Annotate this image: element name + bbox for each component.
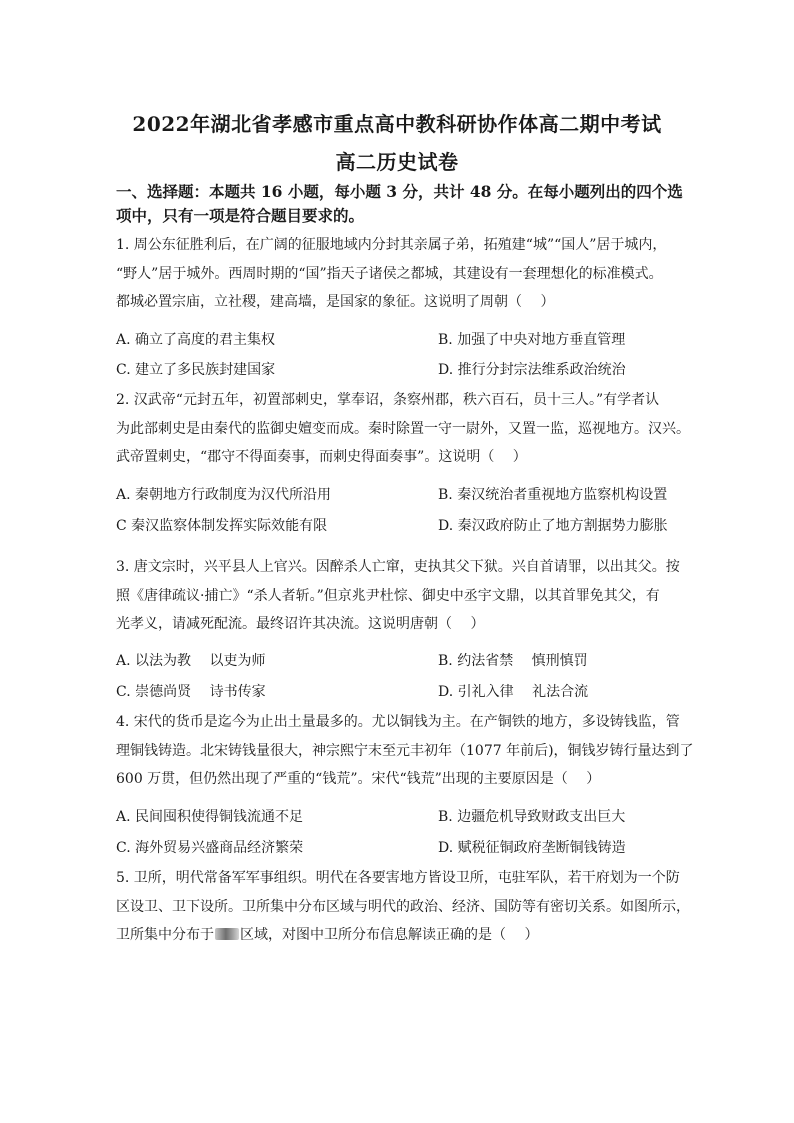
exam-title: 2022年湖北省孝感市重点高中教科研协作体高二期中考试 <box>132 112 662 136</box>
shaded-region-legend-icon <box>215 928 239 940</box>
question-5-stem <box>116 864 696 950</box>
question-1-option-a[interactable]: A. 确立了高度的君主集权 <box>116 332 276 348</box>
section-heading-line: 项中，只有一项是符合题目要求的。 <box>116 206 365 225</box>
exam-subtitle: 高二历史试卷 <box>335 150 459 174</box>
stem-line: 武帝置刺史，“郡守不得面奏事，而刺史得面奏事”。这说明（ ） <box>116 449 527 465</box>
question-2-option-b[interactable]: B. 秦汉统治者重视地方监察机构设置 <box>438 487 668 503</box>
section-heading <box>116 180 696 228</box>
stem-line: 2. 汉武帝“元封五年，初置部刺史，掌奉诏，条察州郡，秩六百石，员十三人。”有学者认 <box>116 392 660 408</box>
stem-line: 4. 宋代的货币是迄今为止出土量最多的。尤以铜钱为主。在产铜铁的地方，多设铸钱监，管 <box>116 714 680 730</box>
question-3-option-c[interactable]: C. 崇德尚贤 诗书传家 <box>116 684 266 700</box>
stem-text: 区域，对图中卫所分布信息解读正确的是（ ） <box>240 927 539 943</box>
stem-line: “野人”居于城外。西周时期的“国”指天子诸侯之都城，其建设有一套理想化的标准模式。 <box>116 265 663 282</box>
question-1-option-c[interactable]: C. 建立了多民族封建国家 <box>116 362 276 378</box>
stem-line: 3. 唐文宗时，兴平县人上官兴。因醉杀人亡窜，吏执其父下狱。兴自首请罪，以出其父。按 <box>116 559 680 575</box>
stem-line: 照《唐律疏议·捕亡》“杀人者斩。”但京兆尹杜悰、御史中丞宇文鼎，以其首罪免其父，有 <box>116 587 660 604</box>
stem-line: 5. 卫所，明代常备军军事组织。明代在各要害地方皆设卫所，屯驻军队，若干府划为一个防 <box>116 870 680 886</box>
question-3-stem <box>116 553 696 639</box>
stem-line: 600 万贯，但仍然出现了严重的“钱荒”。宋代“钱荒”出现的主要原因是（ ） <box>116 771 601 787</box>
question-4-option-c[interactable]: C. 海外贸易兴盛商品经济繁荣 <box>116 840 304 856</box>
question-2-option-a[interactable]: A. 秦朝地方行政制度为汉代所沿用 <box>116 487 332 503</box>
question-4-option-b[interactable]: B. 边疆危机导致财政支出巨大 <box>438 809 626 825</box>
question-1-stem <box>116 231 696 317</box>
stem-line: 区设卫、卫下设所。卫所集中分布区域与明代的政治、经济、国防等有密切关系。如图所示， <box>116 898 690 915</box>
stem-text: 卫所集中分布于 <box>116 927 214 943</box>
question-4-option-d[interactable]: D. 赋税征铜政府垄断铜钱铸造 <box>438 840 626 856</box>
stem-line: 光孝义，请减死配流。最终诏许其决流。这说明唐朝（ ） <box>116 616 485 632</box>
question-2-option-d[interactable]: D. 秦汉政府防止了地方割据势力膨胀 <box>438 518 668 534</box>
stem-line: 都城必置宗庙，立社稷，建高墙，是国家的象征。这说明了周朝（ ） <box>116 294 555 310</box>
question-2-option-c[interactable]: C 秦汉监察体制发挥实际效能有限 <box>116 518 328 534</box>
stem-line: 理铜钱铸造。北宋铸钱量很大，神宗熙宁末至元丰初年（1077 年前后)，铜钱岁铸行量达到了 <box>116 742 694 759</box>
question-3-option-d[interactable]: D. 引礼入律 礼法合流 <box>438 684 589 700</box>
stem-line: 1. 周公东征胜利后，在广阔的征服地域内分封其亲属子弟，拓殖建“城”“国人”居于城内， <box>116 237 667 253</box>
question-4-option-a[interactable]: A. 民间囤积使得铜钱流通不足 <box>116 809 304 825</box>
question-1-option-b[interactable]: B. 加强了中央对地方垂直管理 <box>438 332 626 348</box>
question-2-stem <box>116 386 696 472</box>
question-3-option-b[interactable]: B. 约法省禁 慎刑慎罚 <box>438 653 588 669</box>
question-1-option-d[interactable]: D. 推行分封宗法维系政治统治 <box>438 362 626 378</box>
section-heading-line: 一、选择题：本题共 16 小题，每小题 3 分，共计 48 分。在每小题列出的四个选 <box>116 182 683 201</box>
question-4-stem <box>116 708 696 794</box>
question-3-option-a[interactable]: A. 以法为教 以吏为师 <box>116 653 266 669</box>
stem-line-last <box>116 921 696 950</box>
stem-line: 为此部刺史是由秦代的监御史嬗变而成。秦时除置一守一尉外，又置一监，巡视地方。汉兴。 <box>116 420 690 437</box>
